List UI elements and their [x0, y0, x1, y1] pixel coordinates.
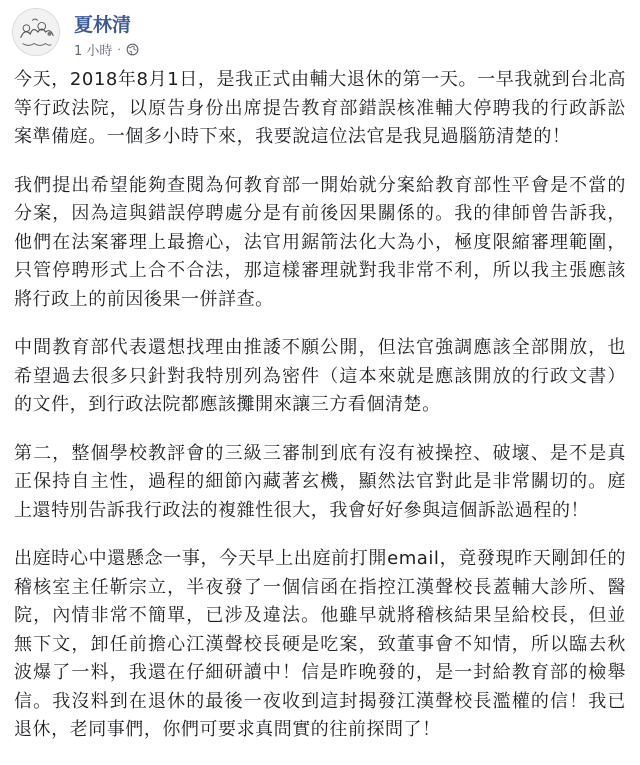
post-paragraph: 中間教育部代表還想找理由推諉不願公開，但法官強調應該全部開放，也希望過去很多只針對我特別列為密件（這本來就是應該開放的行政文書）的文件，到行政法院都應該攤開來讓三方看個清楚。: [14, 337, 626, 415]
post-header: [12, 6, 628, 62]
post-paragraph: 今天，2018年8月1日，是我正式由輔大退休的第一天。一早我就到台北高等行政法院，以原告身份出席提告教育部錯誤核准輔大停聘我的行政訴訟案準備庭。一個多小時下來，我要說這位法官是我見過腦筋清楚的！: [14, 69, 626, 147]
avatar-sketch-image: [13, 9, 59, 55]
post-timestamp[interactable]: 1 小時: [74, 43, 113, 59]
post-body: [14, 66, 626, 765]
author-name-link[interactable]: 夏林清: [74, 14, 132, 36]
meta-separator-dot: ·: [117, 42, 121, 56]
post-paragraph: 我們提出希望能夠查閱為何教育部一開始就分案給教育部性平會是不當的分案，因為這與錯誤停聘處分是有前後因果關係的。我的律師曾告訴我，他們在法案審理上最擔心，法官用鋸箭法化大為小，極度限縮審理範圍，只管停聘形式上合不合法，那這樣審理就對我非常不利，所以我主張應該將行政上的前因後果一併詳查。: [14, 174, 626, 310]
post-paragraph: 出庭時心中還懸念一事，今天早上出庭前打開email，竟發現昨天剛卸任的稽核室主任靳宗立，半夜發了一個信函在指控江漢聲校長蓋輔大診所、醫院，內情非常不簡單，已涉及違法。他雖早就將稽核結果呈給校長，但並無下文，卸任前擔心江漢聲校長硬是吃案，致董事會不知情，所以臨去秋波爆了一料，我還在仔細研讀中！信是昨晚發的，是一封給教育部的檢舉信。我沒料到在退休的最後一夜收到這封揭發江漢聲校長濫權的信！我已退休，老同事們，你們可要求真問實的往前探問了！: [14, 548, 626, 740]
avatar[interactable]: [12, 8, 60, 56]
post-paragraph: 第二，整個學校教評會的三級三審制到底有沒有被操控、破壞、是不是真正保持自主性，過程的細節內藏著玄機，顯然法官對此是非常關切的。庭上還特別告訴我行政法的複雜性很大，我會好好參與這個訴訟過程的！: [14, 442, 626, 521]
globe-icon[interactable]: [126, 43, 139, 56]
post-meta: [74, 41, 139, 57]
